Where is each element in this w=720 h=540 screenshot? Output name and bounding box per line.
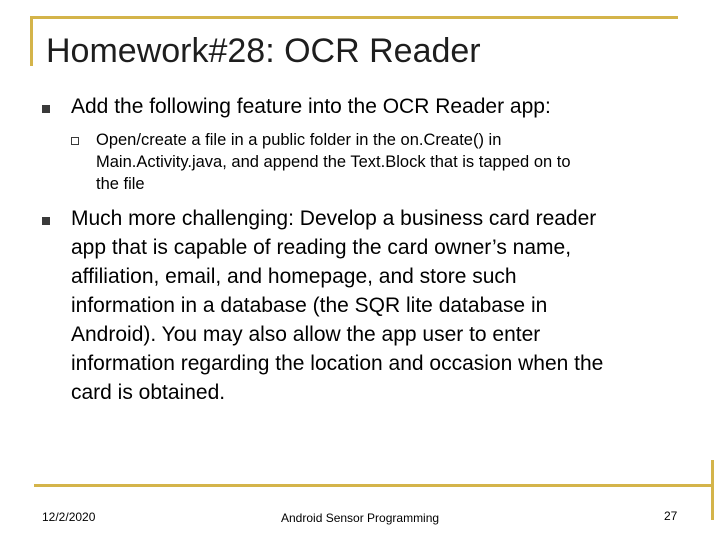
sub-bullet-1 bbox=[96, 129, 571, 195]
bullet-1-text: Add the following feature into the OCR Reader app: bbox=[71, 95, 551, 118]
square-bullet-icon bbox=[42, 105, 50, 113]
hollow-square-bullet-icon bbox=[71, 137, 79, 145]
bullet-2-line: app that is capable of reading the card owner’s name, bbox=[71, 236, 572, 259]
bullet-2-line: information regarding the location and occasion when the bbox=[71, 352, 604, 375]
slide-title: Homework#28: OCR Reader bbox=[46, 32, 481, 70]
frame-bottom-line bbox=[34, 484, 714, 487]
bullet-2-line: card is obtained. bbox=[71, 381, 226, 404]
footer-title: Android Sensor Programming bbox=[281, 511, 440, 525]
footer-date: 12/2/2020 bbox=[42, 510, 96, 524]
frame-left-line bbox=[30, 16, 33, 66]
frame-right-line bbox=[711, 460, 714, 520]
bullet-2-text bbox=[71, 204, 603, 407]
square-bullet-icon bbox=[42, 217, 50, 225]
bullet-2-line: Much more challenging: Develop a business card reader bbox=[71, 207, 597, 230]
bullet-2-line: Android). You may also allow the app user to enter bbox=[71, 323, 541, 346]
frame-top-line bbox=[30, 16, 678, 19]
bullet-2-line: affiliation, email, and homepage, and store such bbox=[71, 265, 517, 288]
bullet-2-line: information in a database (the SQR lite database in bbox=[71, 294, 548, 317]
sub-bullet-line: Main.Activity.java, and append the Text.Block that is tapped on to bbox=[96, 153, 571, 171]
sub-bullet-line: Open/create a file in a public folder in the on.Create() in bbox=[96, 131, 502, 149]
sub-bullet-line: the file bbox=[96, 175, 145, 193]
page-number: 27 bbox=[664, 509, 678, 523]
